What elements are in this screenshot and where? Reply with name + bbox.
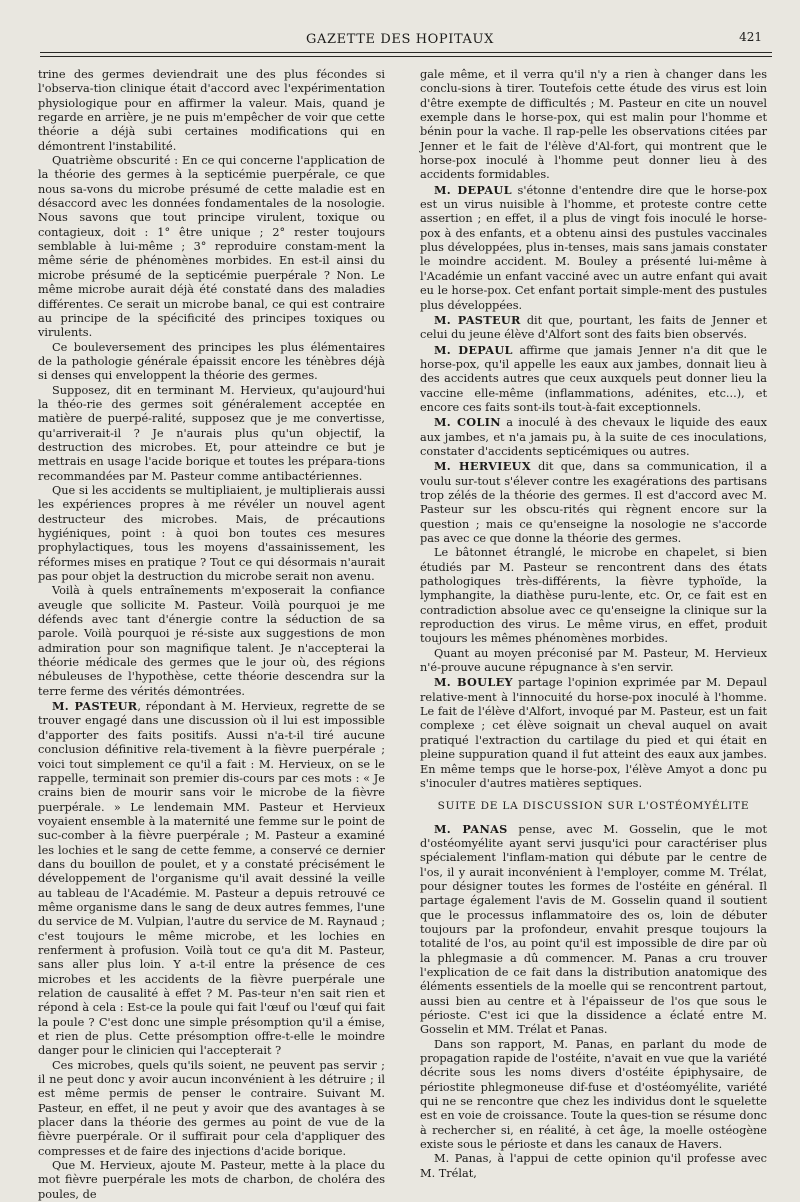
paragraph-text: pense, avec M. Gosselin, que le mot d'ostéomyélite ayant servi jusqu'ici pour caractériser plus spécialement l'inflam-mation qui débute par le centre de l'os, il y aurait inconvénient à l'employer, comme M. Trélat, pour désigner toutes les formes de l'ostéite en général. Il partage également l'avis de M. Gosselin quand il soutient que le processus inflammatoire des os, loin de débuter toujours par la profondeur, envahit presque toujours la totalité de l'os, au point qu'il est impossible de dire par où la phlegmasie a dû commencer. M. Panas a cru trouver l'explication de ce fait dans la distribution anatomique des éléments essentiels de la moelle qui se rencontrent partout, aussi bien au centre et à l'épaisseur de l'os que sous le périoste. C'est ici que la dissidence a éclaté entre M. Gosselin et MM. Trélat et Panas. [420, 822, 768, 1037]
paragraph: trine des germes deviendrait une des plus fécondes si l'observa-tion clinique était d'accord avec l'expérimentation physiologique pour en affirmer la valeur. Mais, quand je regarde en arrière, je ne puis m'empêcher de voir que cette théorie a déjà subi certaines modifications qui en démontrent l'instabilité. [38, 68, 385, 153]
paragraph-text: , répondant à M. Hervieux, regrette de se trouver engagé dans une discussion où il lui est impossible d'apporter des faits positifs. Aussi n'a-t-il tiré aucune conclusion définitive rela-tivement à la fièvre puerpérale ; voici tout simplement ce qu'il a fait : M. Hervieux, on se le rappelle, terminait son premier dis-cours par ces mots : « Je crains bien de mourir sans voir le microbe de la fièvre puerpérale. » Le lendemain MM. Pasteur et Hervieux voyaient ensemble à la maternité une femme sur le point de suc-comber à la fièvre puerpérale ; M. Pasteur a examiné les lochies et le sang de cette femme, a conservé ce dernier dans du bouillon de poulet, et y a constaté précisément le développement de l'organisme qu'il avait dessiné la veille au tableau de l'Académie. M. Pasteur a depuis retrouvé ce même organisme dans le sang de deux autres femmes, l'une du service de M. Vulpian, l'autre du service de M. Raynaud ; c'est toujours le même microbe, et les lochies en renferment à profusion. Voilà tout ce qu'a dit M. Pasteur, sans aller plus loin. Y a-t-il entre la présence de ces microbes et les accidents de la fièvre puerpérale une relation de causalité à effet ? M. Pas-teur n'en sait rien et répond à cela : Est-ce la poule qui fait l'œuf ou l'œuf qui fait la poule ? C'est donc une simple présomption qu'il a émise, et rien de plus. Cette présomption offre-t-elle le moindre danger pour le clinicien qui l'accepterait ? [38, 700, 385, 1058]
paragraph: Le bâtonnet étranglé, le microbe en chapelet, si bien étudiés par M. Pasteur se rencontrent dans des états pathologiques très-différents, la fièvre typhoïde, la lymphangite, la diathèse puru-lente, etc. Or, ce fait est en contradiction absolue avec ce qu'enseigne la clinique sur la reproduction des virus. Le même virus, en effet, produit toujours les mêmes phénomènes morbides. [420, 546, 767, 646]
paragraph: gale même, et il verra qu'il n'y a rien à changer dans les conclu-sions à tirer. Toutefois cette étude des virus est loin d'être exempte de difficultés ; M. Pasteur en cite un nouvel exemple dans le horse-pox, qui est malin pour l'homme et bénin pour la vache. Il rap-pelle les observations citées par Jenner et le fait de l'élève d'Al-fort, qui montrent que le horse-pox inoculé à l'homme peut donner lieu à des accidents formidables. [420, 68, 767, 182]
paragraph-text: a inoculé à des chevaux le liquide des eaux aux jambes, et n'a jamais pu, à la suite de ces inoculations, constater d'accidents septicémiques ou autres. [420, 416, 767, 458]
page-number: 421 [739, 30, 762, 44]
speaker-name: M. PASTEUR [434, 312, 521, 327]
paragraph: Quatrième obscurité : En ce qui concerne l'application de la théorie des germes à la septicémie puerpérale, ce que nous sa-vons du microbe présumé de cette maladie est en désaccord avec les données fondamentales de la nosologie. Nous savons que tout principe virulent, toxique ou contagieux, doit : 1° être unique ; 2° rester toujours semblable à lui-même ; 3° reproduire constam-ment la même série de phénomènes morbides. En est-il ainsi du microbe présumé de la septicémie puerpérale ? Non. Le même microbe aurait déjà été constaté dans des maladies différentes. Ce serait un microbe banal, ce qui est contraire au principe de la spécificité des principes toxiques ou virulents. [38, 154, 385, 340]
paragraph [420, 459, 767, 546]
paragraph [420, 415, 767, 459]
speaker-name: M. DEPAUL [434, 182, 512, 197]
paragraph-text: partage l'opinion exprimée par M. Depaul relative-ment à l'innocuité du horse-pox inoculé à l'homme. Le fait de l'élève d'Alfort, invoqué par M. Pasteur, est un fait complexe ; cet élève soignait un cheval auquel on avait pratiqué l'extraction du cartilage du pied et qui était en pleine suppuration quand il fut atteint des eaux aux jambes. En même temps que le horse-pox, l'élève Amyot a donc pu s'inoculer d'autres matières septiques. [420, 676, 767, 790]
paragraph [38, 699, 385, 1059]
paragraph: Voilà à quels entraînements m'exposerait la confiance aveugle que sollicite M. Pasteur. Voilà pourquoi je me défends avec tant d'énergie contre la séduction de sa parole. Voilà pourquoi je ré-siste aux suggestions de mon admiration pour son magnifique talent. Je n'accepterai la théorie médicale des germes que le jour où, des régions nébuleuses de l'hypothèse, cette théorie descendra sur la terre ferme des vérités démontrées. [38, 584, 385, 698]
right-column [420, 68, 767, 1181]
paragraph: Dans son rapport, M. Panas, en parlant du mode de propagation rapide de l'ostéite, n'avait en vue que la variété décrite sous les noms divers d'ostéite épiphysaire, de périostite phlegmoneuse dif-fuse et d'ostéomyélite, variété qui ne se rencontre que chez les individus dont le squelette est en voie de croissance. Toute la ques-tion se résume donc à rechercher si, en réalité, à cet âge, la moelle ostéogène existe sous le périoste et dans les canaux de Havers. [420, 1037, 767, 1152]
paragraph: Ces microbes, quels qu'ils soient, ne peuvent pas servir ; il ne peut donc y avoir aucun inconvénient à les détruire ; il est même permis de penser le contraire. Suivant M. Pasteur, en effet, il ne peut y avoir que des avantages à se placer dans la théorie des germes au point de vue de la fièvre puerpérale. Or il suffirait pour cela d'appliquer des compresses et de faire des injections d'acide borique. [38, 1058, 385, 1158]
page-header [30, 22, 770, 52]
header-rule [40, 52, 772, 53]
paragraph: Ce bouleversement des principes les plus élémentaires de la pathologie générale épaissit encore les ténèbres déjà si denses qui enveloppent la théorie des germes. [38, 340, 385, 383]
paragraph [420, 675, 767, 791]
paragraph [420, 183, 767, 313]
page-title: GAZETTE DES HOPITAUX [306, 32, 494, 47]
paragraph: M. Panas, à l'appui de cette opinion qu'il professe avec M. Trélat, [420, 1152, 767, 1180]
speaker-name: M. COLIN [434, 415, 501, 430]
paragraph [420, 313, 767, 343]
paragraph-text: dit que, pourtant, les faits de Jenner et celui du jeune élève d'Alfort sont des faits bien observés. [420, 313, 767, 342]
speaker-name: M. BOULEY [434, 675, 513, 690]
paragraph: Supposez, dit en terminant M. Hervieux, qu'aujourd'hui la théo-rie des germes soit généralement acceptée en matière de puerpé-ralité, supposez que je me convertisse, qu'arriverait-il ? Je n'aurais plus qu'un objectif, la destruction des microbes. Et, pour atteindre ce but je mettrais en usage l'acide borique et toutes les prépara-tions recommandées par M. Pasteur comme antibactériennes. [38, 383, 385, 483]
paragraph-text: s'étonne d'entendre dire que le horse-pox est un virus nuisible à l'homme, et proteste contre cette assertion ; en effet, il a plus de vingt fois inoculé le horse-pox à des enfants, et a obtenu ainsi des pustules vaccinales plus développées, plus in-tenses, mais sans jamais constater le moindre accident. M. Bouley a présenté lui-même à l'Académie un enfant vacciné avec un autre enfant qui avait eu le horse-pox. Cet enfant portait simple-ment des pustules plus développées. [420, 183, 767, 312]
paragraph-text: dit que, dans sa communication, il a voulu sur-tout s'élever contre les exagérations des partisans trop zélés de la théorie des germes. Il est d'accord avec M. Pasteur sur les obscu-rités qui règnent encore sur la question ; mais ce qu'enseigne la nosologie ne s'accorde pas avec ce que donne la théorie des germes. [420, 460, 767, 545]
speaker-name: M. PANAS [434, 821, 508, 836]
paragraph [420, 343, 767, 416]
paragraph: Quant au moyen préconisé par M. Pasteur, M. Hervieux n'é-prouve aucune répugnance à s'en servir. [420, 646, 767, 675]
paragraph [420, 822, 767, 1038]
paragraph-text: affirme que jamais Jenner n'a dit que le horse-pox, qu'il appelle les eaux aux jambes, donnait lieu à des accidents autres que ceux auxquels peut donner lieu la vaccine elle-même (inflammations, adénites, etc...), et encore ces faits sont-ils tout-à-fait exceptionnels. [420, 343, 768, 414]
section-heading: SUITE DE LA DISCUSSION SUR L'OSTÉOMYÉLITE [437, 800, 750, 813]
paragraph: Que si les accidents se multipliaient, je multiplierais aussi les expériences propres à me révéler un nouvel agent destructeur des microbes. Mais, de précautions hygiéniques, point : à quoi bon toutes ces mesures prophylactiques, tous les moyens d'assainissement, les réformes mises en pratique ? Tout ce qui désormais n'aurait pas pour objet la destruction du microbe serait non avenu. [38, 483, 385, 584]
left-column [38, 68, 385, 1202]
paragraph: Que M. Hervieux, ajoute M. Pasteur, mette à la place du mot fièvre puerpérale les mots de charbon, de choléra des poules, de [38, 1159, 385, 1201]
speaker-name: M. PASTEUR [52, 699, 138, 714]
speaker-name: M. HERVIEUX [434, 459, 531, 474]
speaker-name: M. DEPAUL [434, 342, 513, 357]
header-rule-thin [40, 56, 772, 57]
